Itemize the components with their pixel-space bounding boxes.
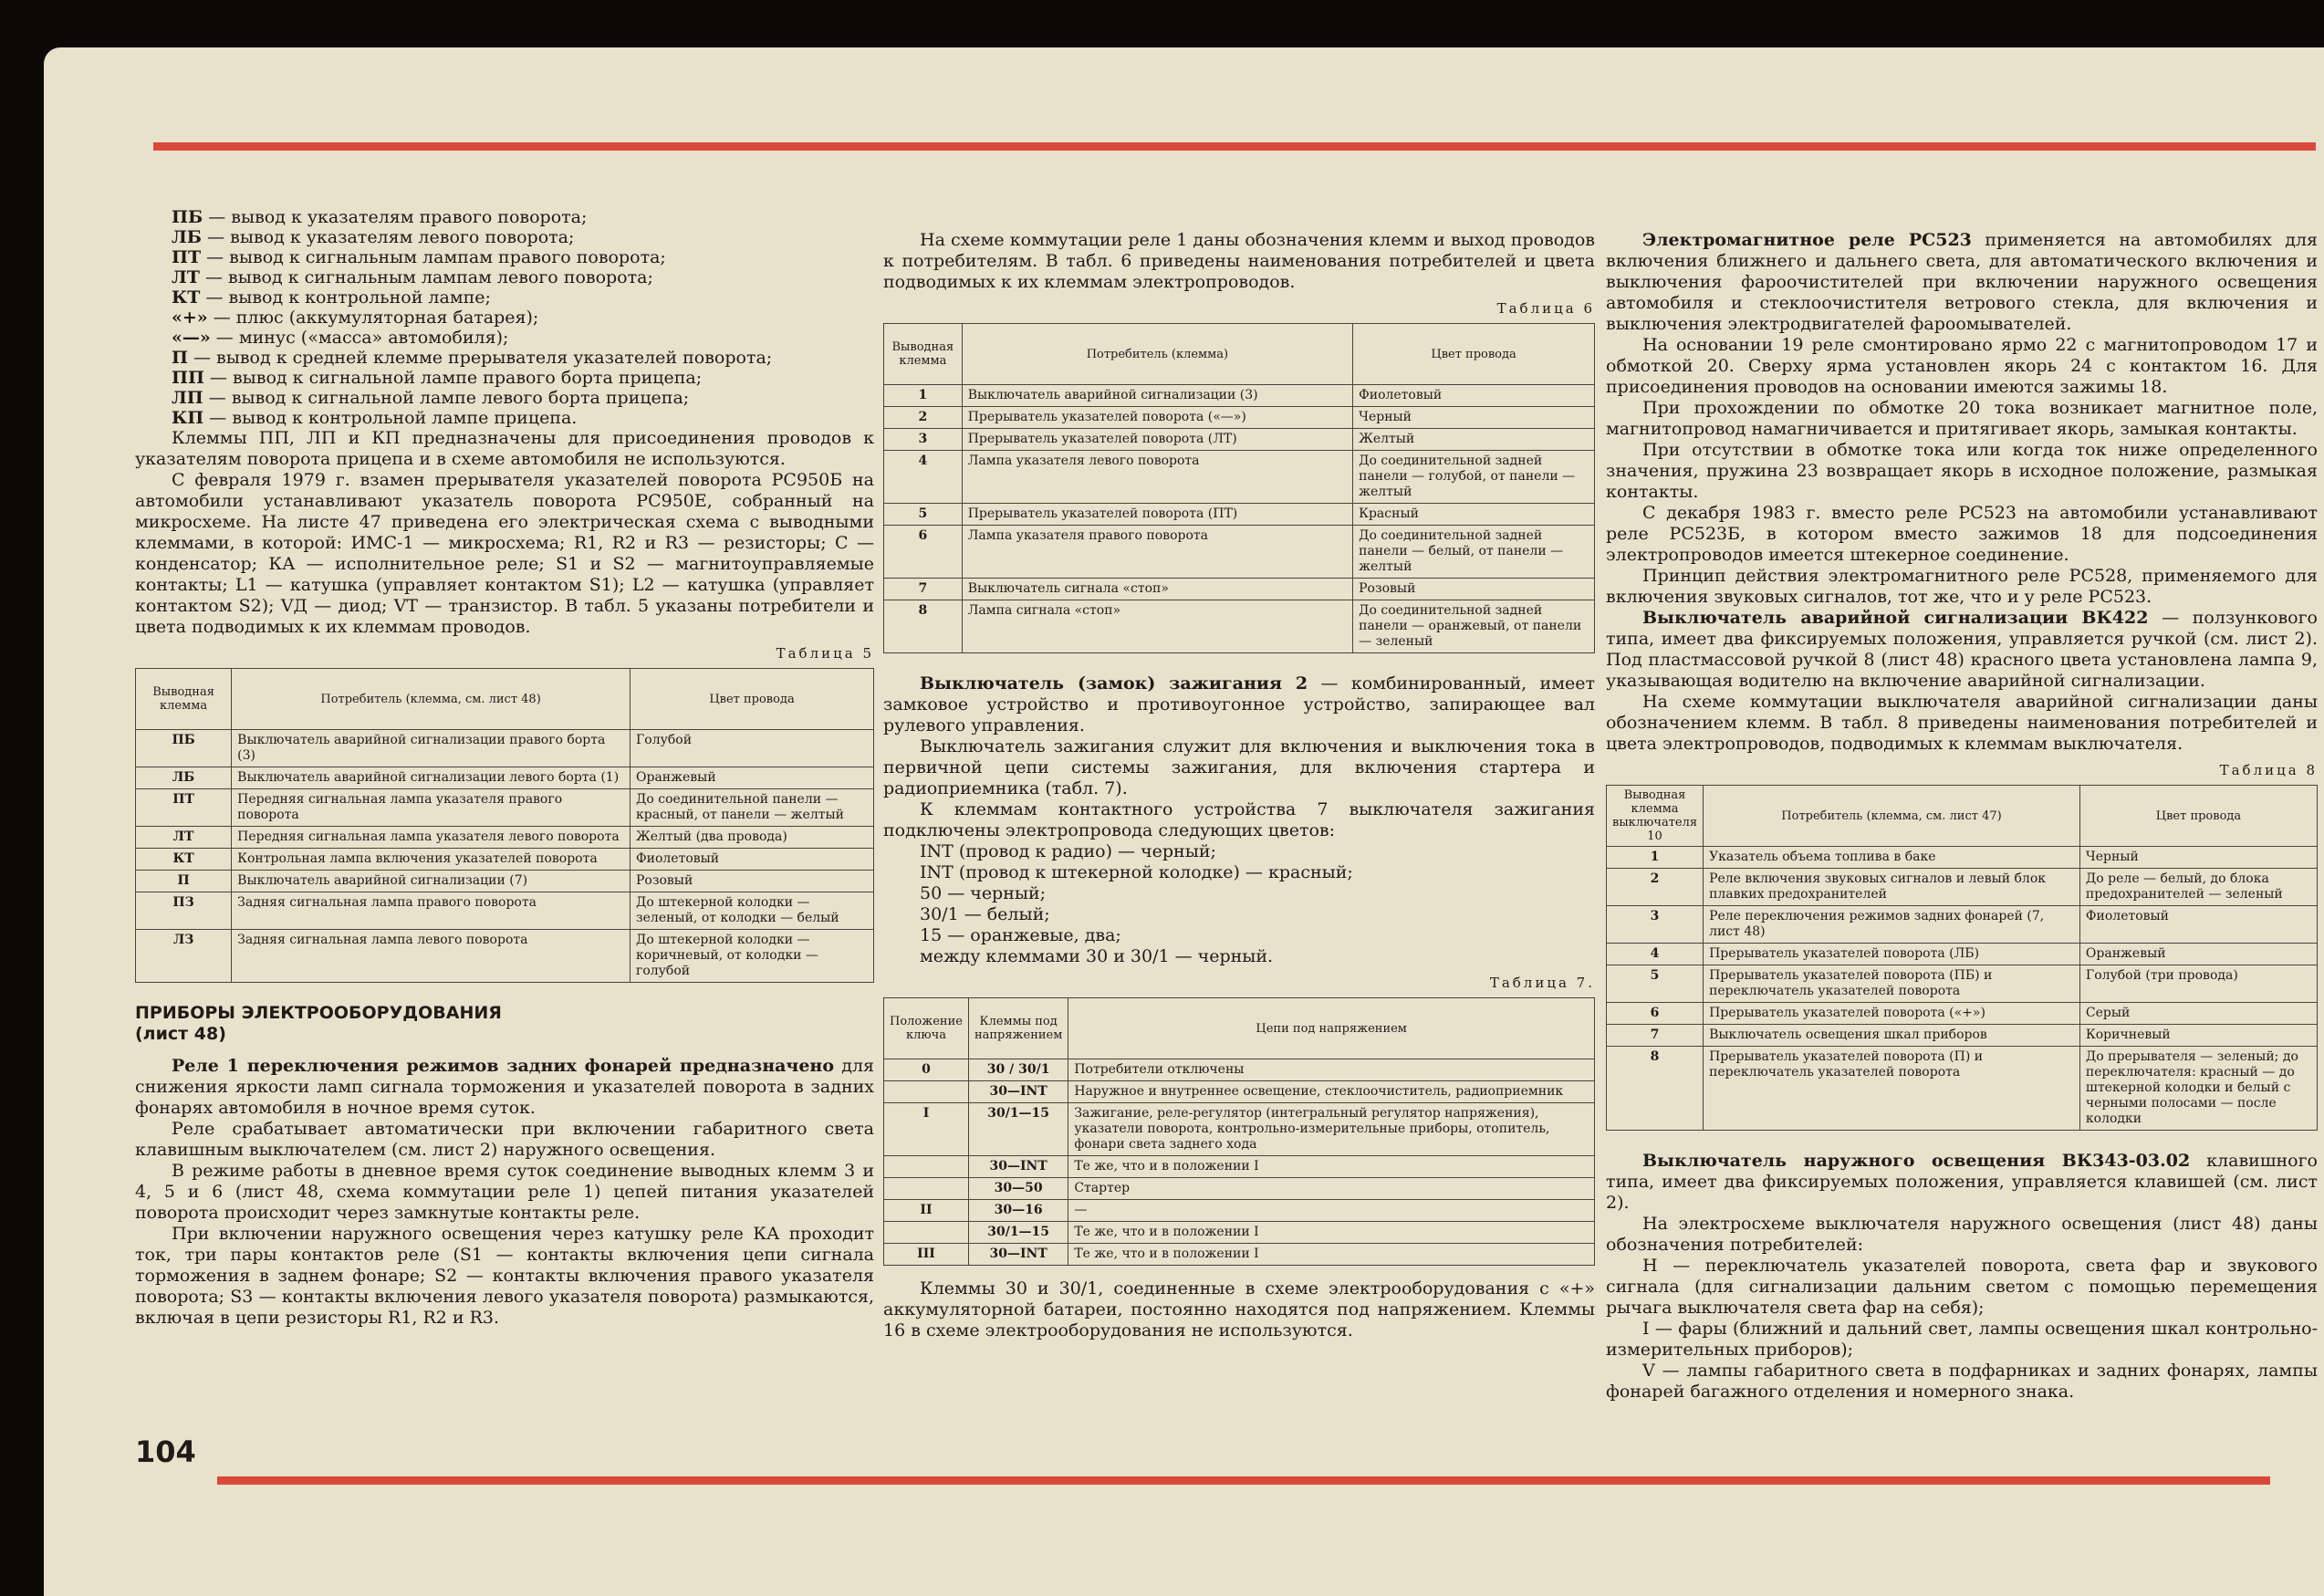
table-cell: 30—INT bbox=[968, 1156, 1068, 1178]
table-cell bbox=[884, 1156, 969, 1178]
paragraph: Электромагнитное реле РС523 применяется на автомобилях для включения ближнего и дальнего света, для автоматического включения и выключения фароочистителей при включении наружного освещения автомобиля и стеклоочистителя ветрового стекла, для включения и выключения электродвигателей фароомывателей. bbox=[1606, 230, 2318, 334]
paragraph: При включении наружного освещения через катушку реле КА проходит ток, три пары контактов реле (S1 — контакты включения цепи сигнала торможения в заднем фонаре; S2 — контакты включения правого указателя поворота; S3 — контакты включения левого указателя поворота) размыкаются, включая в цепи резисторы R1, R2 и R3. bbox=[135, 1224, 874, 1328]
table-cell: 2 bbox=[1607, 869, 1704, 906]
magazine-page bbox=[44, 47, 2324, 1596]
paragraph: На схеме коммутации реле 1 даны обозначения клемм и выход проводов к потребителям. В табл. 6 приведены наименования потребителей и цвета подводимых к их клеммам электропроводов. bbox=[883, 230, 1595, 292]
definition-key: ЛБ bbox=[172, 227, 203, 247]
table-header: Потребитель (клемма, см. лист 47) bbox=[1704, 786, 2080, 847]
table-cell: II bbox=[884, 1200, 969, 1222]
paragraph: В режиме работы в дневное время суток соединение выводных клемм 3 и 4, 5 и 6 (лист 48, схема коммутации реле 1) цепей питания указателей поворота происходит через замкнутые контакты реле. bbox=[135, 1161, 874, 1223]
definition-key: «+» bbox=[172, 308, 208, 328]
definition-line bbox=[172, 388, 874, 408]
paragraph: При прохождении по обмотке 20 тока возникает магнитное поле, магнитопровод намагничивается и притягивает якорь, замыкая контакты. bbox=[1606, 398, 2318, 439]
table-cell: Желтый (два провода) bbox=[631, 827, 874, 849]
definition-text: — вывод к сигнальным лампам левого поворота; bbox=[199, 267, 653, 287]
table-cell: Выключатель аварийной сигнализации (3) bbox=[962, 385, 1352, 407]
table-row bbox=[884, 1059, 1595, 1081]
definition-text: — вывод к контрольной лампе; bbox=[200, 287, 491, 308]
table-cell: Стартер bbox=[1068, 1178, 1595, 1200]
wire-item: INT (провод к штекерной колодке) — красный; bbox=[920, 862, 1353, 882]
table-cell: ЛЗ bbox=[136, 930, 232, 983]
table-cell: Фиолетовый bbox=[1353, 385, 1595, 407]
definition-line bbox=[172, 308, 874, 328]
table-row bbox=[884, 407, 1595, 429]
bold-term: Реле 1 переключения режимов задних фонарей предназначено bbox=[172, 1056, 835, 1076]
table-header: Потребитель (клемма) bbox=[962, 324, 1352, 385]
table-row bbox=[136, 789, 874, 827]
table-cell: Выключатель аварийной сигнализации (7) bbox=[232, 871, 631, 892]
table-cell: Зажигание, реле-регулятор (интегральный регулятор напряжения), указатели поворота, контрольно-измерительные приборы, отопитель, фонари света заднего хода bbox=[1068, 1103, 1595, 1156]
paragraph: С декабря 1983 г. вместо реле РС523 на автомобили устанавливают реле РС523Б, в котором вместо зажимов 18 для подсоединения электропроводов имеется штекерное соединение. bbox=[1606, 503, 2318, 565]
page-number: 104 bbox=[135, 1434, 196, 1469]
table-cell: Желтый bbox=[1353, 429, 1595, 451]
table-cell: П bbox=[136, 871, 232, 892]
table-cell: 5 bbox=[1607, 965, 1704, 1003]
table-8 bbox=[1606, 785, 2318, 1131]
table-cell: 4 bbox=[884, 451, 963, 504]
table-cell: 30/1—15 bbox=[968, 1222, 1068, 1244]
table-row bbox=[1607, 906, 2318, 944]
table-row bbox=[136, 767, 874, 789]
wire-item: между клеммами 30 и 30/1 — черный. bbox=[920, 946, 1274, 966]
bold-term: Выключатель аварийной сигнализации ВК422 bbox=[1642, 608, 2149, 628]
table-cell: ПБ bbox=[136, 730, 232, 767]
table-row bbox=[136, 827, 874, 849]
table-header: Выводная клемма bbox=[884, 324, 963, 385]
definition-line bbox=[172, 328, 874, 348]
table-cell: 8 bbox=[1607, 1047, 1704, 1131]
table-header: Положение ключа bbox=[884, 998, 969, 1059]
table-header: Цепи под напряжением bbox=[1068, 998, 1595, 1059]
table-cell: Прерыватель указателей поворота (ПБ) и переключатель указателей поворота bbox=[1704, 965, 2080, 1003]
table-cell: Прерыватель указателей поворота («+») bbox=[1704, 1003, 2080, 1025]
table-cell: Передняя сигнальная лампа указателя правого поворота bbox=[232, 789, 631, 827]
table-cell bbox=[884, 1178, 969, 1200]
table-cell: До штекерной колодки — зеленый, от колодки — белый bbox=[631, 892, 874, 930]
table-cell: Выключатель освещения шкал приборов bbox=[1704, 1025, 2080, 1047]
table-row bbox=[884, 385, 1595, 407]
table-cell: Розовый bbox=[1353, 579, 1595, 600]
table-row bbox=[884, 1156, 1595, 1178]
definition-line bbox=[172, 247, 874, 267]
table-7-caption: Таблица 7. bbox=[1489, 975, 1595, 991]
table-cell: Фиолетовый bbox=[631, 849, 874, 871]
paragraph: Реле срабатывает автоматически при включении габаритного света клавишным выключателем (см. лист 2) наружного освещения. bbox=[135, 1119, 874, 1160]
table-cell: До соединительной панели — красный, от панели — желтый bbox=[631, 789, 874, 827]
paragraph: Клеммы 30 и 30/1, соединенные в схеме электрооборудования с «+» аккумуляторной батареи, постоянно находятся под напряжением. Клеммы 16 в схеме электрооборудования не используются. bbox=[883, 1278, 1595, 1340]
table-cell: 3 bbox=[1607, 906, 1704, 944]
table-row bbox=[1607, 965, 2318, 1003]
paragraph: На схеме коммутации выключателя аварийной сигнализации даны обозначением клемм. В табл. 8 приведены наименования потребителей и цвета электропроводов, подводимых к клеммам выключателя. bbox=[1606, 692, 2318, 754]
definition-text: — вывод к сигнальным лампам правого поворота; bbox=[201, 247, 666, 267]
table-row bbox=[884, 1200, 1595, 1222]
wire-item: 15 — оранжевые, два; bbox=[920, 925, 1121, 945]
table-header: Потребитель (клемма, см. лист 48) bbox=[232, 669, 631, 730]
table-cell: Голубой bbox=[631, 730, 874, 767]
paragraph: Выключатель наружного освещения ВК343-03.02 клавишного типа, имеет два фиксируемых положения, управляется клавишей (см. лист 2). bbox=[1606, 1151, 2318, 1213]
table-cell: ЛТ bbox=[136, 827, 232, 849]
table-cell: Передняя сигнальная лампа указателя левого поворота bbox=[232, 827, 631, 849]
table-row bbox=[1607, 1047, 2318, 1131]
column-right bbox=[1606, 230, 2318, 1403]
table-cell: 1 bbox=[884, 385, 963, 407]
table-cell: 6 bbox=[884, 526, 963, 579]
definition-text: — вывод к сигнальной лампе левого борта прицепа; bbox=[203, 388, 690, 408]
table-cell: III bbox=[884, 1244, 969, 1266]
table-cell: Те же, что и в положении I bbox=[1068, 1222, 1595, 1244]
table-cell: ПТ bbox=[136, 789, 232, 827]
table-cell: I bbox=[884, 1103, 969, 1156]
table-cell: Указатель объема топлива в баке bbox=[1704, 847, 2080, 869]
definition-key: «—» bbox=[172, 328, 211, 348]
table-cell: 2 bbox=[884, 407, 963, 429]
definition-line bbox=[172, 348, 874, 368]
table-cell: Прерыватель указателей поворота (ЛБ) bbox=[1704, 944, 2080, 965]
table-row bbox=[884, 526, 1595, 579]
paragraph: Выключатель аварийной сигнализации ВК422 — ползункового типа, имеет два фиксируемых положения, управляется ручкой (см. лист 2). Под пластмассовой ручкой 8 (лист 48) красного цвета установлена лампа 9, указывающая водителю на включение аварийной сигнализации. bbox=[1606, 608, 2318, 691]
section-subheading: (лист 48) bbox=[135, 1024, 226, 1044]
bold-term: Выключатель наружного освещения ВК343-03.02 bbox=[1642, 1151, 2191, 1171]
table-cell: Красный bbox=[1353, 504, 1595, 526]
column-left bbox=[135, 207, 874, 1329]
table-cell: 7 bbox=[1607, 1025, 1704, 1047]
table-cell: Те же, что и в положении I bbox=[1068, 1244, 1595, 1266]
definition-line bbox=[172, 267, 874, 287]
paragraph: С февраля 1979 г. взамен прерывателя указателей поворота РС950Б на автомобили устанавливают указатель поворота РС950Е, собранный на микросхеме. На листе 47 приведена его электрическая схема с выводными клеммами, в которой: ИМС-1 — микросхема; R1, R2 и R3 — резисторы; С — конденсатор; КА — исполнительное реле; S1 и S2 — магнитоуправляемые контакты; L1 — катушка (управляет контактом S1); L2 — катушка (управляет контактом S2); VД — диод; VT — транзистор. В табл. 5 указаны потребители и цвета подводимых к их клеммам проводов. bbox=[135, 470, 874, 637]
wire-item: 30/1 — белый; bbox=[920, 904, 1050, 924]
table-cell: 30—INT bbox=[968, 1244, 1068, 1266]
wire-list bbox=[883, 841, 1595, 967]
table-row bbox=[884, 451, 1595, 504]
bottom-red-rule bbox=[217, 1476, 2270, 1485]
paragraph: Н — переключатель указателей поворота, света фар и звукового сигнала (для сигнализации дальним светом с помощью перемещения рычага выключателя света фар на себя); bbox=[1606, 1256, 2318, 1318]
table-8-caption: Таблица 8 bbox=[2219, 762, 2318, 778]
definition-key: ПТ bbox=[172, 247, 202, 267]
table-cell: — bbox=[1068, 1200, 1595, 1222]
table-cell: Голубой (три провода) bbox=[2079, 965, 2317, 1003]
paragraph: К клеммам контактного устройства 7 выключателя зажигания подключены электропровода следующих цветов: bbox=[883, 799, 1595, 840]
table-cell: Прерыватель указателей поворота (П) и переключатель указателей поворота bbox=[1704, 1047, 2080, 1131]
wire-item: INT (провод к радио) — черный; bbox=[920, 841, 1216, 861]
table-cell: Оранжевый bbox=[2079, 944, 2317, 965]
table-cell: Лампа указателя правого поворота bbox=[962, 526, 1352, 579]
table-row bbox=[136, 930, 874, 983]
definition-text: — вывод к контрольной лампе прицепа. bbox=[203, 408, 578, 428]
table-row bbox=[1607, 847, 2318, 869]
wire-item: 50 — черный; bbox=[920, 883, 1047, 903]
definition-text: — вывод к указателям левого поворота; bbox=[202, 227, 575, 247]
paragraph: Реле 1 переключения режимов задних фонарей предназначено для снижения яркости ламп сигнала торможения и указателей поворота в задних фонарях автомобиля в ночное время суток. bbox=[135, 1056, 875, 1118]
table-cell: До соединительной задней панели — оранжевый, от панели — зеленый bbox=[1353, 600, 1595, 653]
table-header: Цвет провода bbox=[1353, 324, 1595, 385]
table-6 bbox=[883, 323, 1595, 653]
top-red-rule bbox=[153, 142, 2316, 151]
definition-key: ЛТ bbox=[172, 267, 200, 287]
table-cell: КТ bbox=[136, 849, 232, 871]
table-cell: Оранжевый bbox=[631, 767, 874, 789]
definition-text: — вывод к указателям правого поворота; bbox=[203, 207, 588, 227]
definition-line bbox=[172, 287, 874, 308]
table-cell: 1 bbox=[1607, 847, 1704, 869]
table-cell: 7 bbox=[884, 579, 963, 600]
definition-key: ЛП bbox=[172, 388, 203, 408]
table-cell: Те же, что и в положении I bbox=[1068, 1156, 1595, 1178]
table-row bbox=[1607, 944, 2318, 965]
paragraph: На электросхеме выключателя наружного освещения (лист 48) даны обозначения потребителей: bbox=[1606, 1214, 2318, 1255]
table-cell: 0 bbox=[884, 1059, 969, 1081]
table-row bbox=[884, 1178, 1595, 1200]
table-cell: Задняя сигнальная лампа правого поворота bbox=[232, 892, 631, 930]
table-cell bbox=[884, 1081, 969, 1103]
table-cell: Задняя сигнальная лампа левого поворота bbox=[232, 930, 631, 983]
table-header: Цвет провода bbox=[631, 669, 874, 730]
column-middle bbox=[883, 230, 1595, 1341]
table-cell: Выключатель сигнала «стоп» bbox=[962, 579, 1352, 600]
table-header: Цвет провода bbox=[2079, 786, 2317, 847]
table-cell: До прерывателя — зеленый; до переключателя: красный — до штекерной колодки и белый с черными полосами — после колодки bbox=[2079, 1047, 2317, 1131]
table-cell: Прерыватель указателей поворота (ПТ) bbox=[962, 504, 1352, 526]
table-cell: Выключатель аварийной сигнализации левого борта (1) bbox=[232, 767, 631, 789]
table-row bbox=[884, 579, 1595, 600]
table-row bbox=[1607, 1025, 2318, 1047]
bold-term: Электромагнитное реле РС523 bbox=[1642, 230, 1972, 250]
table-cell: Потребители отключены bbox=[1068, 1059, 1595, 1081]
table-row bbox=[136, 892, 874, 930]
table-row bbox=[884, 1222, 1595, 1244]
definition-key: КП bbox=[172, 408, 204, 428]
definition-key: П bbox=[172, 348, 188, 368]
table-row bbox=[884, 429, 1595, 451]
table-cell: 30/1—15 bbox=[968, 1103, 1068, 1156]
table-cell: Черный bbox=[2079, 847, 2317, 869]
section-heading: ПРИБОРЫ ЭЛЕКТРООБОРУДОВАНИЯ bbox=[135, 1003, 502, 1023]
table-row bbox=[884, 504, 1595, 526]
table-cell: Лампа указателя левого поворота bbox=[962, 451, 1352, 504]
table-cell: Наружное и внутреннее освещение, стеклоочиститель, радиоприемник bbox=[1068, 1081, 1595, 1103]
table-cell: 8 bbox=[884, 600, 963, 653]
definition-line bbox=[172, 408, 874, 428]
table-row bbox=[136, 730, 874, 767]
table-row bbox=[1607, 869, 2318, 906]
paragraph: Выключатель (замок) зажигания 2 — комбинированный, имеет замковое устройство и противоугонное устройство, запирающее вал рулевого управления. bbox=[883, 673, 1595, 735]
table-cell: До соединительной задней панели — голубой, от панели — желтый bbox=[1353, 451, 1595, 504]
definition-key: ПП bbox=[172, 368, 204, 388]
table-header: Выводная клемма bbox=[136, 669, 232, 730]
table-cell: ЛБ bbox=[136, 767, 232, 789]
definition-text: — вывод к сигнальной лампе правого борта прицепа; bbox=[203, 368, 703, 388]
table-header: Выводная клемма выключателя 10 bbox=[1607, 786, 1704, 847]
table-header: Клеммы под напряжением bbox=[968, 998, 1068, 1059]
table-cell: Коричневый bbox=[2079, 1025, 2317, 1047]
table-7 bbox=[883, 997, 1595, 1266]
table-cell: Прерыватель указателей поворота («—») bbox=[962, 407, 1352, 429]
table-cell: Выключатель аварийной сигнализации правого борта (3) bbox=[232, 730, 631, 767]
terminal-definitions bbox=[135, 207, 874, 428]
table-cell: ПЗ bbox=[136, 892, 232, 930]
paragraph: Принцип действия электромагнитного реле РС528, применяемого для включения звуковых сигналов, тот же, что и у реле РС523. bbox=[1606, 566, 2318, 607]
table-cell: Реле переключения режимов задних фонарей (7, лист 48) bbox=[1704, 906, 2080, 944]
definition-text: — плюс (аккумуляторная батарея); bbox=[207, 308, 539, 328]
table-row bbox=[136, 849, 874, 871]
paragraph: V — лампы габаритного света в подфарниках и задних фонарях, лампы фонарей багажного отделения и номерного знака. bbox=[1606, 1361, 2318, 1402]
table-row bbox=[884, 1103, 1595, 1156]
table-cell: 5 bbox=[884, 504, 963, 526]
paragraph: При отсутствии в обмотке тока или когда ток ниже определенного значения, пружина 23 возвращает якорь в исходное положение, размыкая контакты. bbox=[1606, 440, 2318, 502]
definition-line bbox=[172, 368, 874, 388]
table-cell: Контрольная лампа включения указателей поворота bbox=[232, 849, 631, 871]
definition-line bbox=[172, 227, 874, 247]
paragraph: На основании 19 реле смонтировано ярмо 22 с магнитопроводом 17 и обмоткой 20. Сверху ярма установлен якорь 24 с контактом 16. Для присоединения проводов на основании имеются зажимы 18. bbox=[1606, 335, 2318, 397]
table-cell: До штекерной колодки — коричневый, от колодки — голубой bbox=[631, 930, 874, 983]
table-cell: До реле — белый, до блока предохранителей — зеленый bbox=[2079, 869, 2317, 906]
table-cell: Фиолетовый bbox=[2079, 906, 2317, 944]
table-cell: Черный bbox=[1353, 407, 1595, 429]
table-cell: 30—INT bbox=[968, 1081, 1068, 1103]
bold-term: Выключатель (замок) зажигания 2 bbox=[920, 673, 1308, 694]
table-5 bbox=[135, 668, 874, 983]
table-cell: 4 bbox=[1607, 944, 1704, 965]
table-cell: 30 / 30/1 bbox=[968, 1059, 1068, 1081]
table-cell: Прерыватель указателей поворота (ЛТ) bbox=[962, 429, 1352, 451]
definition-text: — минус («масса» автомобиля); bbox=[210, 328, 509, 348]
table-cell: До соединительной задней панели — белый, от панели — желтый bbox=[1353, 526, 1595, 579]
table-cell: Серый bbox=[2079, 1003, 2317, 1025]
table-cell: 30—16 bbox=[968, 1200, 1068, 1222]
table-cell: Лампа сигнала «стоп» bbox=[962, 600, 1352, 653]
table-row bbox=[136, 871, 874, 892]
table-cell: 3 bbox=[884, 429, 963, 451]
table-6-caption: Таблица 6 bbox=[1496, 300, 1595, 317]
definition-key: КТ bbox=[172, 287, 201, 308]
table-cell: 30—50 bbox=[968, 1178, 1068, 1200]
table-5-caption: Таблица 5 bbox=[776, 645, 874, 662]
table-cell: Реле включения звуковых сигналов и левый блок плавких предохранителей bbox=[1704, 869, 2080, 906]
table-row bbox=[884, 1081, 1595, 1103]
definition-text: — вывод к средней клемме прерывателя указателей поворота; bbox=[187, 348, 773, 368]
table-row bbox=[884, 600, 1595, 653]
definition-line bbox=[172, 207, 874, 227]
table-cell bbox=[884, 1222, 969, 1244]
table-cell: Розовый bbox=[631, 871, 874, 892]
paragraph: Выключатель зажигания служит для включения и выключения тока в первичной цепи системы зажигания, для включения стартера и радиоприемника (табл. 7). bbox=[883, 736, 1595, 798]
table-row bbox=[1607, 1003, 2318, 1025]
table-row bbox=[884, 1244, 1595, 1266]
paragraph: Клеммы ПП, ЛП и КП предназначены для присоединения проводов к указателям поворота прицепа и в схеме автомобиля не используются. bbox=[135, 428, 874, 469]
table-cell: 6 bbox=[1607, 1003, 1704, 1025]
paragraph: I — фары (ближний и дальний свет, лампы освещения шкал контрольно-измерительных приборов); bbox=[1606, 1319, 2318, 1360]
definition-key: ПБ bbox=[172, 207, 203, 227]
